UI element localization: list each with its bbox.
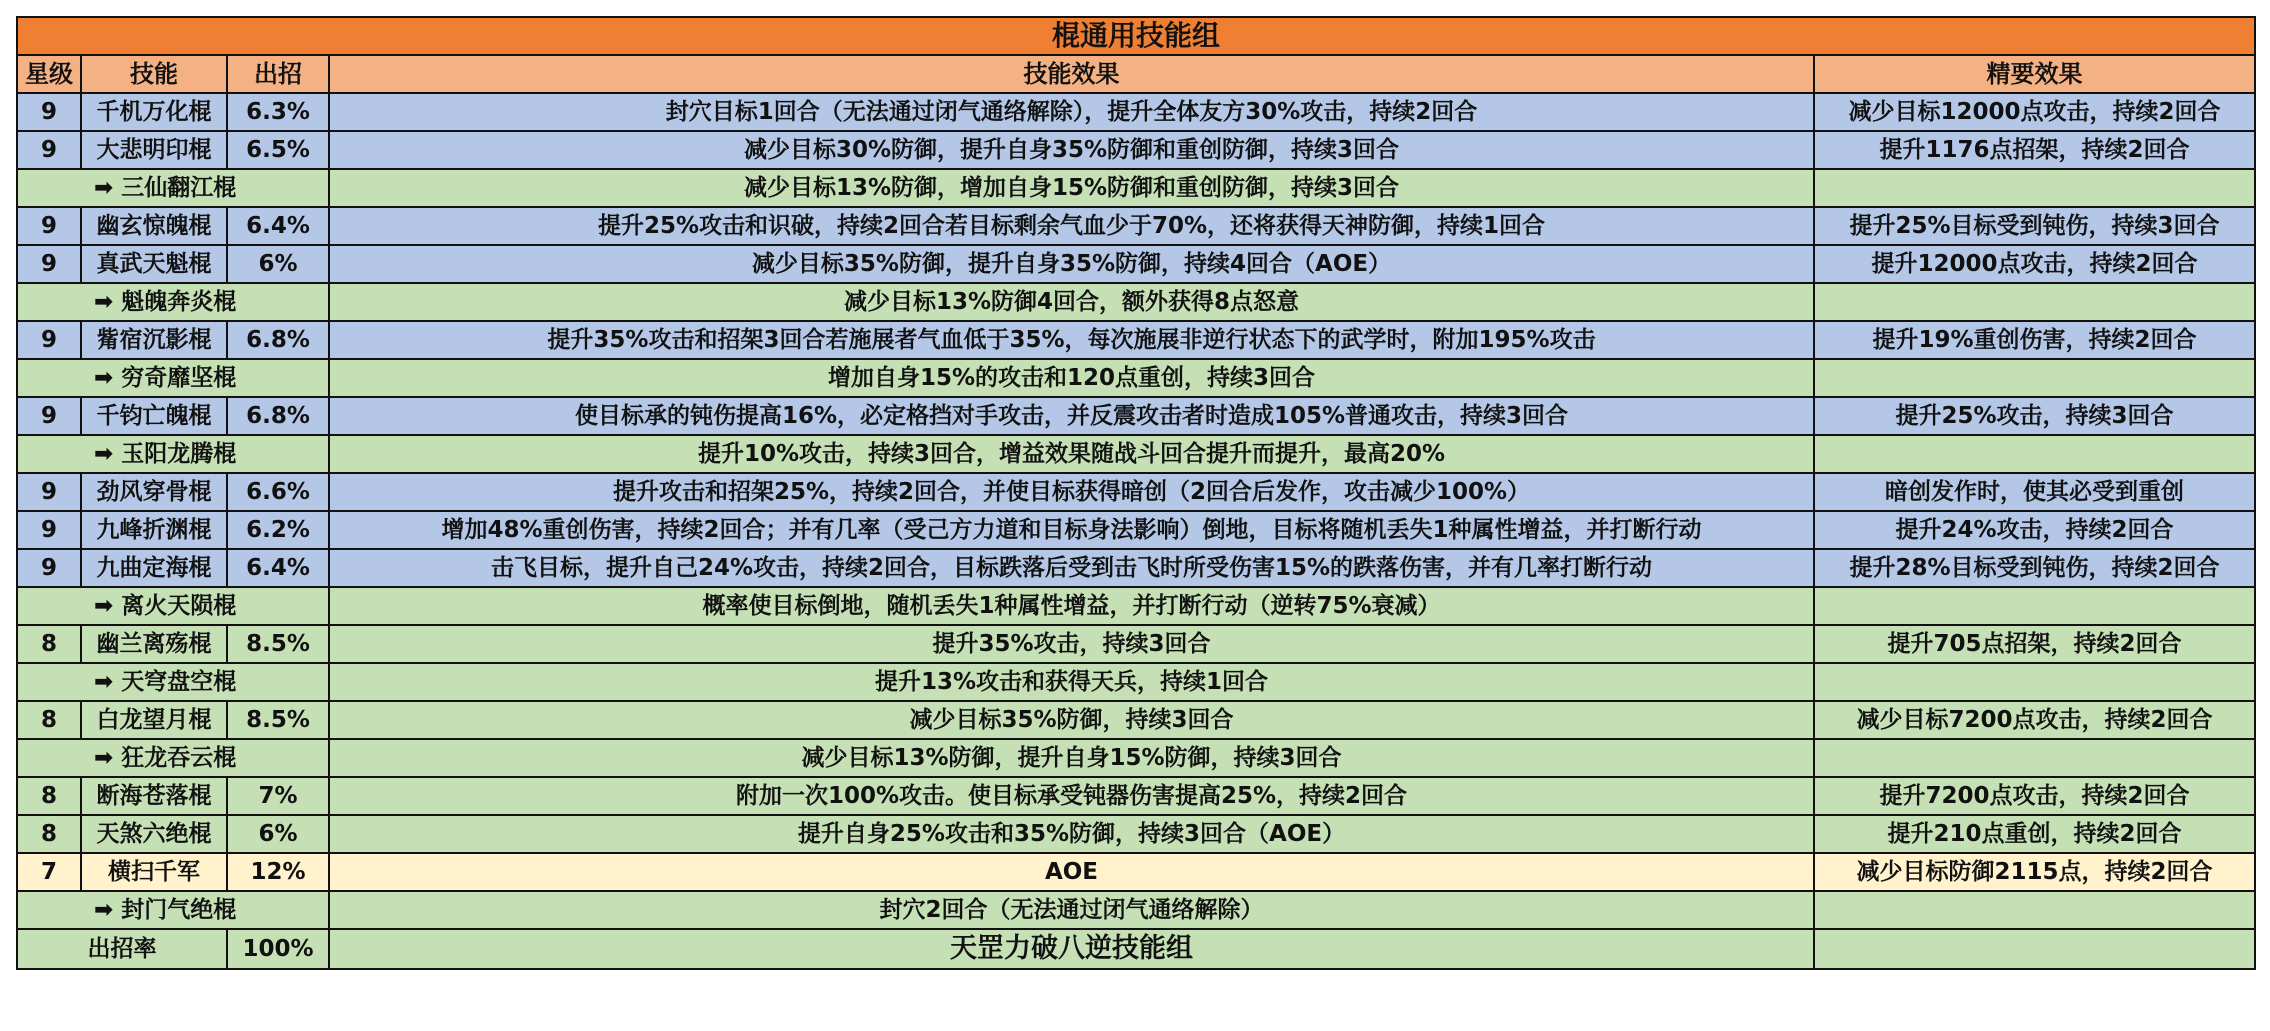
star-cell: 8 <box>17 815 81 853</box>
table-row-sub-skill <box>17 359 2255 397</box>
refine-cell: 提升25%攻击，持续3回合 <box>1814 397 2255 435</box>
table-row <box>17 701 2255 739</box>
star-cell: 7 <box>17 853 81 891</box>
refine-cell: 提升25%目标受到钝伤，持续3回合 <box>1814 207 2255 245</box>
table-row-sub-skill <box>17 663 2255 701</box>
skill-name-cell: 大悲明印棍 <box>81 131 227 169</box>
effect-cell: 减少目标35%防御，提升自身35%防御，持续4回合（AOE） <box>329 245 1814 283</box>
pct-cell: 7% <box>227 777 329 815</box>
effect-cell: 概率使目标倒地，随机丢失1种属性增益，并打断行动（逆转75%衰减） <box>329 587 1814 625</box>
refine-cell <box>1814 587 2255 625</box>
star-cell: 9 <box>17 207 81 245</box>
table-row-sub-skill <box>17 169 2255 207</box>
pct-cell: 6.6% <box>227 473 329 511</box>
skill-name-cell: 九峰折渊棍 <box>81 511 227 549</box>
skill-name-cell: 觜宿沉影棍 <box>81 321 227 359</box>
skill-name-cell: 千钧亡魄棍 <box>81 397 227 435</box>
table-row <box>17 397 2255 435</box>
effect-cell: 提升35%攻击，持续3回合 <box>329 625 1814 663</box>
effect-cell: 增加48%重创伤害，持续2回合；并有几率（受己方力道和目标身法影响）倒地，目标将随机丢失1种属性增益，并打断行动 <box>329 511 1814 549</box>
table-row <box>17 777 2255 815</box>
star-cell: 9 <box>17 511 81 549</box>
star-cell: 8 <box>17 625 81 663</box>
refine-cell: 提升19%重创伤害，持续2回合 <box>1814 321 2255 359</box>
footer-label: 出招率 <box>17 929 227 969</box>
star-cell: 9 <box>17 397 81 435</box>
refine-cell <box>1814 359 2255 397</box>
refine-cell <box>1814 435 2255 473</box>
skill-name-cell: 九曲定海棍 <box>81 549 227 587</box>
effect-cell: 击飞目标，提升自己24%攻击，持续2回合，目标跌落后受到击飞时所受伤害15%的跌落伤害，并有几率打断行动 <box>329 549 1814 587</box>
effect-cell: 减少目标13%防御，增加自身15%防御和重创防御，持续3回合 <box>329 169 1814 207</box>
pct-cell: 8.5% <box>227 625 329 663</box>
effect-cell: 减少目标35%防御，持续3回合 <box>329 701 1814 739</box>
refine-cell <box>1814 283 2255 321</box>
refine-cell: 提升705点招架，持续2回合 <box>1814 625 2255 663</box>
table-row <box>17 93 2255 131</box>
effect-cell: 封穴2回合（无法通过闭气通络解除） <box>329 891 1814 929</box>
effect-cell: 提升自身25%攻击和35%防御，持续3回合（AOE） <box>329 815 1814 853</box>
star-cell: 9 <box>17 131 81 169</box>
pct-cell: 12% <box>227 853 329 891</box>
table-row-sub-skill <box>17 435 2255 473</box>
refine-cell <box>1814 891 2255 929</box>
effect-cell: 增加自身15%的攻击和120点重创，持续3回合 <box>329 359 1814 397</box>
skill-name-cell: 劲风穿骨棍 <box>81 473 227 511</box>
table-row <box>17 853 2255 891</box>
refine-cell: 提升28%目标受到钝伤，持续2回合 <box>1814 549 2255 587</box>
refine-cell: 提升7200点攻击，持续2回合 <box>1814 777 2255 815</box>
skill-name-cell: 幽玄惊魄棍 <box>81 207 227 245</box>
effect-cell: 减少目标13%防御，提升自身15%防御，持续3回合 <box>329 739 1814 777</box>
table-row-sub-skill <box>17 587 2255 625</box>
refine-cell <box>1814 739 2255 777</box>
footer-row <box>17 929 2255 969</box>
pct-cell: 6.8% <box>227 321 329 359</box>
refine-cell: 提升1176点招架，持续2回合 <box>1814 131 2255 169</box>
header-row <box>17 55 2255 93</box>
sub-skill-name-cell: ➡ 穷奇靡坚棍 <box>17 359 329 397</box>
pct-cell: 6.5% <box>227 131 329 169</box>
effect-cell: 使目标承的钝伤提高16%，必定格挡对手攻击，并反震攻击者时造成105%普通攻击，持续3回合 <box>329 397 1814 435</box>
star-cell: 8 <box>17 777 81 815</box>
pct-cell: 8.5% <box>227 701 329 739</box>
refine-cell <box>1814 663 2255 701</box>
effect-cell: AOE <box>329 853 1814 891</box>
effect-cell: 提升13%攻击和获得天兵，持续1回合 <box>329 663 1814 701</box>
header-skill: 技能 <box>81 55 227 93</box>
star-cell: 9 <box>17 321 81 359</box>
pct-cell: 6.4% <box>227 549 329 587</box>
table-row-sub-skill <box>17 283 2255 321</box>
header-pct: 出招 <box>227 55 329 93</box>
sub-skill-name-cell: ➡ 魁魄奔炎棍 <box>17 283 329 321</box>
star-cell: 9 <box>17 473 81 511</box>
table-row-sub-skill <box>17 891 2255 929</box>
header-effect: 技能效果 <box>329 55 1814 93</box>
sub-skill-name-cell: ➡ 玉阳龙腾棍 <box>17 435 329 473</box>
refine-cell: 提升12000点攻击，持续2回合 <box>1814 245 2255 283</box>
header-star: 星级 <box>17 55 81 93</box>
skill-table <box>16 16 2256 970</box>
skill-name-cell: 天煞六绝棍 <box>81 815 227 853</box>
skill-name-cell: 真武天魁棍 <box>81 245 227 283</box>
table-row-sub-skill <box>17 739 2255 777</box>
table-row <box>17 815 2255 853</box>
star-cell: 9 <box>17 549 81 587</box>
table-row <box>17 131 2255 169</box>
table-row <box>17 473 2255 511</box>
table-row <box>17 549 2255 587</box>
sub-skill-name-cell: ➡ 狂龙吞云棍 <box>17 739 329 777</box>
effect-cell: 提升35%攻击和招架3回合若施展者气血低于35%，每次施展非逆行状态下的武学时，附加195%攻击 <box>329 321 1814 359</box>
skill-name-cell: 横扫千军 <box>81 853 227 891</box>
refine-cell: 暗创发作时，使其必受到重创 <box>1814 473 2255 511</box>
effect-cell: 提升10%攻击，持续3回合，增益效果随战斗回合提升而提升，最高20% <box>329 435 1814 473</box>
effect-cell: 减少目标30%防御，提升自身35%防御和重创防御，持续3回合 <box>329 131 1814 169</box>
sub-skill-name-cell: ➡ 天穹盘空棍 <box>17 663 329 701</box>
refine-cell: 减少目标12000点攻击，持续2回合 <box>1814 93 2255 131</box>
refine-cell: 提升24%攻击，持续2回合 <box>1814 511 2255 549</box>
skill-name-cell: 千机万化棍 <box>81 93 227 131</box>
sub-skill-name-cell: ➡ 封门气绝棍 <box>17 891 329 929</box>
skill-sheet <box>16 16 2254 970</box>
pct-cell: 6.8% <box>227 397 329 435</box>
refine-cell <box>1814 169 2255 207</box>
refine-cell: 减少目标防御2115点，持续2回合 <box>1814 853 2255 891</box>
star-cell: 9 <box>17 93 81 131</box>
effect-cell: 提升攻击和招架25%，持续2回合，并使目标获得暗创（2回合后发作，攻击减少100%） <box>329 473 1814 511</box>
refine-cell: 减少目标7200点攻击，持续2回合 <box>1814 701 2255 739</box>
table-row <box>17 511 2255 549</box>
effect-cell: 附加一次100%攻击。使目标承受钝器伤害提高25%，持续2回合 <box>329 777 1814 815</box>
table-row <box>17 207 2255 245</box>
effect-cell: 提升25%攻击和识破，持续2回合若目标剩余气血少于70%，还将获得天神防御，持续1回合 <box>329 207 1814 245</box>
footer-pct: 100% <box>227 929 329 969</box>
refine-cell: 提升210点重创，持续2回合 <box>1814 815 2255 853</box>
skill-name-cell: 幽兰离殇棍 <box>81 625 227 663</box>
sheet-title: 棍通用技能组 <box>17 17 2255 55</box>
pct-cell: 6% <box>227 245 329 283</box>
sub-skill-name-cell: ➡ 离火天陨棍 <box>17 587 329 625</box>
title-row <box>17 17 2255 55</box>
table-row <box>17 625 2255 663</box>
pct-cell: 6.3% <box>227 93 329 131</box>
skill-name-cell: 断海苍落棍 <box>81 777 227 815</box>
pct-cell: 6.2% <box>227 511 329 549</box>
pct-cell: 6% <box>227 815 329 853</box>
star-cell: 9 <box>17 245 81 283</box>
table-row <box>17 321 2255 359</box>
effect-cell: 封穴目标1回合（无法通过闭气通络解除），提升全体友方30%攻击，持续2回合 <box>329 93 1814 131</box>
footer-group-name: 天罡力破八逆技能组 <box>329 929 1814 969</box>
table-row <box>17 245 2255 283</box>
skill-name-cell: 白龙望月棍 <box>81 701 227 739</box>
sub-skill-name-cell: ➡ 三仙翻江棍 <box>17 169 329 207</box>
header-refine: 精要效果 <box>1814 55 2255 93</box>
footer-empty-cell <box>1814 929 2255 969</box>
effect-cell: 减少目标13%防御4回合，额外获得8点怒意 <box>329 283 1814 321</box>
pct-cell: 6.4% <box>227 207 329 245</box>
star-cell: 8 <box>17 701 81 739</box>
